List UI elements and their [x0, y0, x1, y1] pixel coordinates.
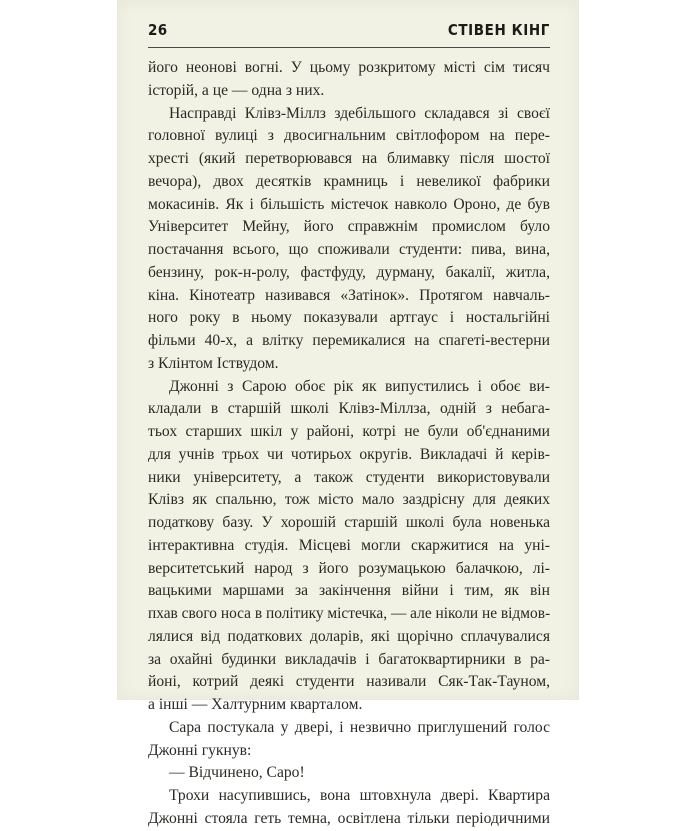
- text-line: ники університету, а також студенти використовували: [148, 468, 550, 486]
- text-line: Трохи насупившись, вона штовхнула двері. Квартира: [169, 787, 550, 804]
- text-line: для учнів трьох чи чотирьох округів. Викладачі й керів-: [148, 445, 550, 463]
- book-page: [117, 0, 579, 827]
- text-line: Насправді Клівз-Міллз здебільшого складався зі своєї: [169, 104, 550, 122]
- text-line: Джонні стояла геть темна, освітлена тільки періодичними: [148, 809, 550, 827]
- text-line: вацькими маршами за закінчення війни і тим, як він: [148, 582, 550, 600]
- text-line: фільми 40-х, а влітку перемикалися на спагеті-вестерни: [148, 332, 550, 349]
- text-line: пхав свого носа в політику містечка, — але ніколи не відмов-: [148, 605, 551, 622]
- body-text: [148, 57, 550, 831]
- text-line: Сара постукала у двері, і незвично приглушений голос: [169, 718, 550, 736]
- text-line: мокасинів. Як і більшість містечок навколо Ороно, де був: [148, 195, 550, 213]
- text-line: з Клінтом Іствудом.: [148, 354, 279, 372]
- text-line: його неонові вогні. У цьому розкритому місті сім тисяч: [148, 59, 550, 76]
- text-line: кладали в старшій школі Клівз-Міллза, одній з небага-: [148, 400, 550, 418]
- text-line: головної вулиці з двосигнальним світлофором на пере-: [148, 127, 550, 145]
- text-line: Джонні з Сарою обоє рік як випустились і обоє ви-: [169, 377, 550, 395]
- text-line: Клівз як спальню, тож місто мало заздрісну для деяких: [148, 491, 550, 509]
- text-line: бензину, рок-н-ролу, фастфуду, дурману, бакалії, житла,: [148, 263, 550, 281]
- text-line: вечора), двох десятків крамниць і невеликої фабрики: [148, 172, 550, 190]
- text-line: Університет Мейну, його справжнім промислом було: [148, 218, 550, 236]
- text-line: верситетський народ з його розумацькою балачкою, лі-: [148, 559, 550, 577]
- running-head-author: СТІВЕН КІНГ: [447, 21, 550, 39]
- page-header: [148, 21, 550, 48]
- text-line: постачання всього, що споживали студенти: пива, вина,: [148, 241, 550, 258]
- page-number: 26: [148, 21, 168, 39]
- text-line: — Відчинено, Саро!: [169, 764, 305, 782]
- text-line: хресті (який перетворювався на блимавку після шостої: [148, 150, 550, 167]
- text-line: йоні, котрий деякі студенти називали Сяк-Так-Тауном,: [148, 673, 550, 691]
- text-line: історій, а це — одна з них.: [148, 81, 325, 99]
- text-line: тьох старших шкіл у районі, котрі не були об'єднаними: [148, 423, 550, 440]
- text-line: Джонні гукнув:: [148, 741, 252, 759]
- text-line: а інші — Халтурним кварталом.: [148, 696, 363, 713]
- text-line: ного року в ньому показували артгаус і ностальгійні: [148, 309, 550, 327]
- text-line: інтерактивна студія. Місцеві могли скаржитися на уні-: [148, 536, 550, 554]
- text-line: податкову базу. У хорошій старшій школі була новенька: [148, 514, 550, 531]
- text-line: кіна. Кінотеатр називався «Затінок». Протягом навчаль-: [148, 286, 550, 304]
- text-line: за охайні будинки викладачів і багатоквартирники в ра-: [148, 650, 550, 668]
- text-line: лялися від податкових доларів, які щорічно сплачувалися: [148, 627, 550, 645]
